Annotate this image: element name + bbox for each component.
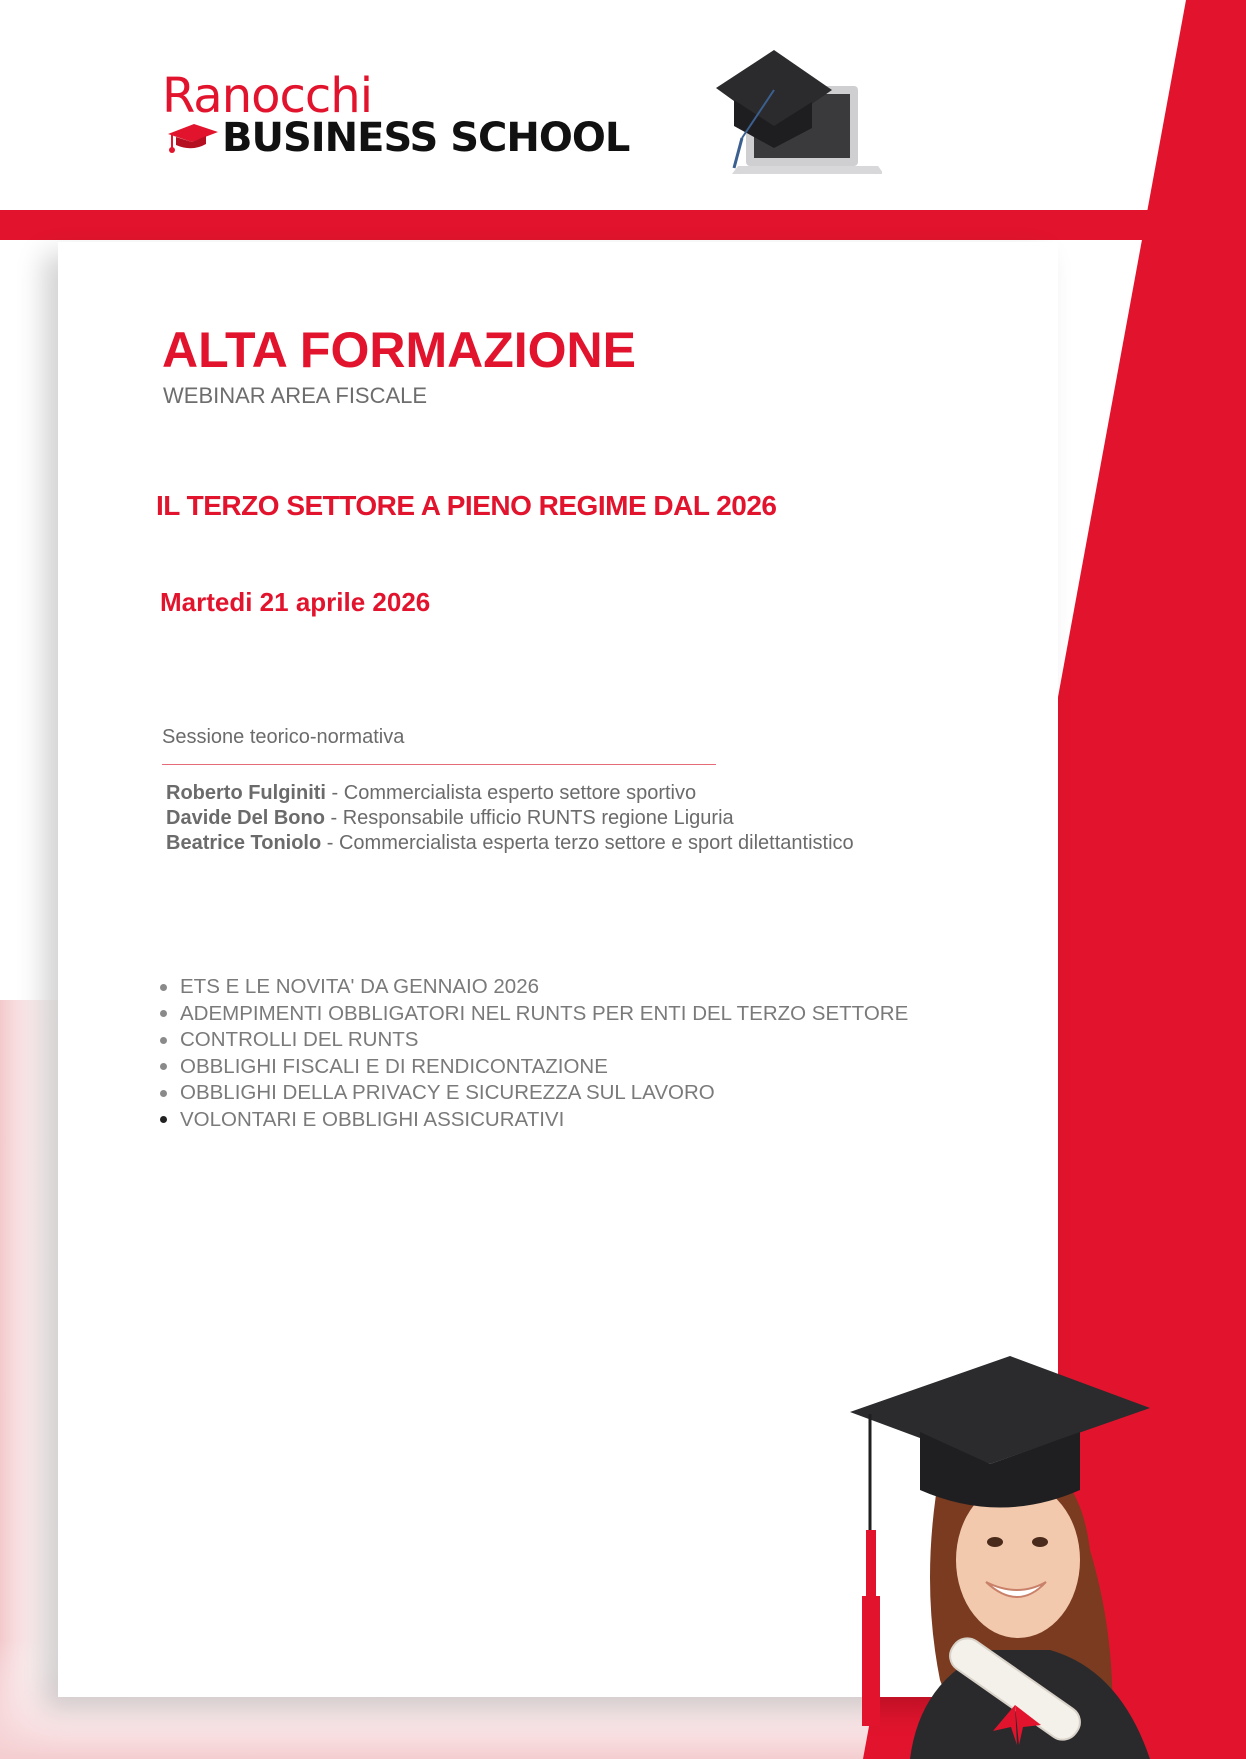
- speaker-name: Roberto Fulginiti: [166, 782, 326, 804]
- graduate-student-icon: [790, 1350, 1210, 1759]
- topic-text: VOLONTARI E OBBLIGHI ASSICURATIVI: [180, 1107, 565, 1131]
- speaker-name: Beatrice Toniolo: [166, 832, 322, 854]
- event-title: IL TERZO SETTORE A PIENO REGIME DAL 2026: [156, 490, 777, 521]
- session-divider: [162, 764, 716, 765]
- page-title: ALTA FORMAZIONE: [162, 322, 636, 378]
- topic-text: OBBLIGHI FISCALI E DI RENDICONTAZIONE: [180, 1054, 608, 1078]
- topic-text: ETS E LE NOVITA' DA GENNAIO 2026: [180, 975, 539, 999]
- logo-wordmark-bottom: BUSINESS SCHOOL: [222, 115, 630, 161]
- list-item: [160, 1054, 908, 1081]
- speaker-name: Davide Del Bono: [166, 807, 325, 829]
- speaker-role: - Responsabile ufficio RUNTS regione Liguria: [324, 807, 734, 829]
- topic-list: [160, 974, 908, 1133]
- topic-text: ADEMPIMENTI OBBLIGATORI NEL RUNTS PER ENTI DEL TERZO SETTORE: [180, 1001, 909, 1025]
- list-item: [160, 974, 908, 1001]
- bullet-icon: [160, 1063, 167, 1070]
- event-date: Martedi 21 aprile 2026: [160, 587, 431, 617]
- list-item: [160, 1080, 908, 1107]
- topic-text: CONTROLLI DEL RUNTS: [180, 1028, 419, 1052]
- list-item: [160, 1027, 908, 1054]
- business-school-logo: [162, 68, 630, 161]
- bullet-icon: [160, 1010, 167, 1017]
- bullet-icon: [160, 984, 167, 991]
- graduation-cap-icon: [162, 118, 222, 158]
- session-label: Sessione teorico-normativa: [162, 726, 405, 748]
- topic-text: OBBLIGHI DELLA PRIVACY E SICUREZZA SUL LAVORO: [180, 1081, 715, 1105]
- list-item: [160, 1001, 908, 1028]
- bullet-icon: [160, 1090, 167, 1097]
- list-item: [160, 1107, 908, 1134]
- speaker-list: [166, 781, 854, 856]
- laptop-with-graduation-cap-icon: [712, 46, 882, 181]
- bullet-icon: [160, 1037, 167, 1044]
- bullet-icon: [160, 1116, 167, 1123]
- speaker-role: - Commercialista esperto settore sportivo: [325, 782, 697, 804]
- logo-wordmark-top: Ranocchi: [162, 68, 373, 124]
- speaker-item: [166, 806, 854, 831]
- speaker-item: [166, 781, 854, 806]
- page-subtitle: WEBINAR AREA FISCALE: [163, 383, 428, 408]
- speaker-role: - Commercialista esperta terzo settore e sport dilettantistico: [321, 832, 854, 854]
- speaker-item: [166, 831, 854, 856]
